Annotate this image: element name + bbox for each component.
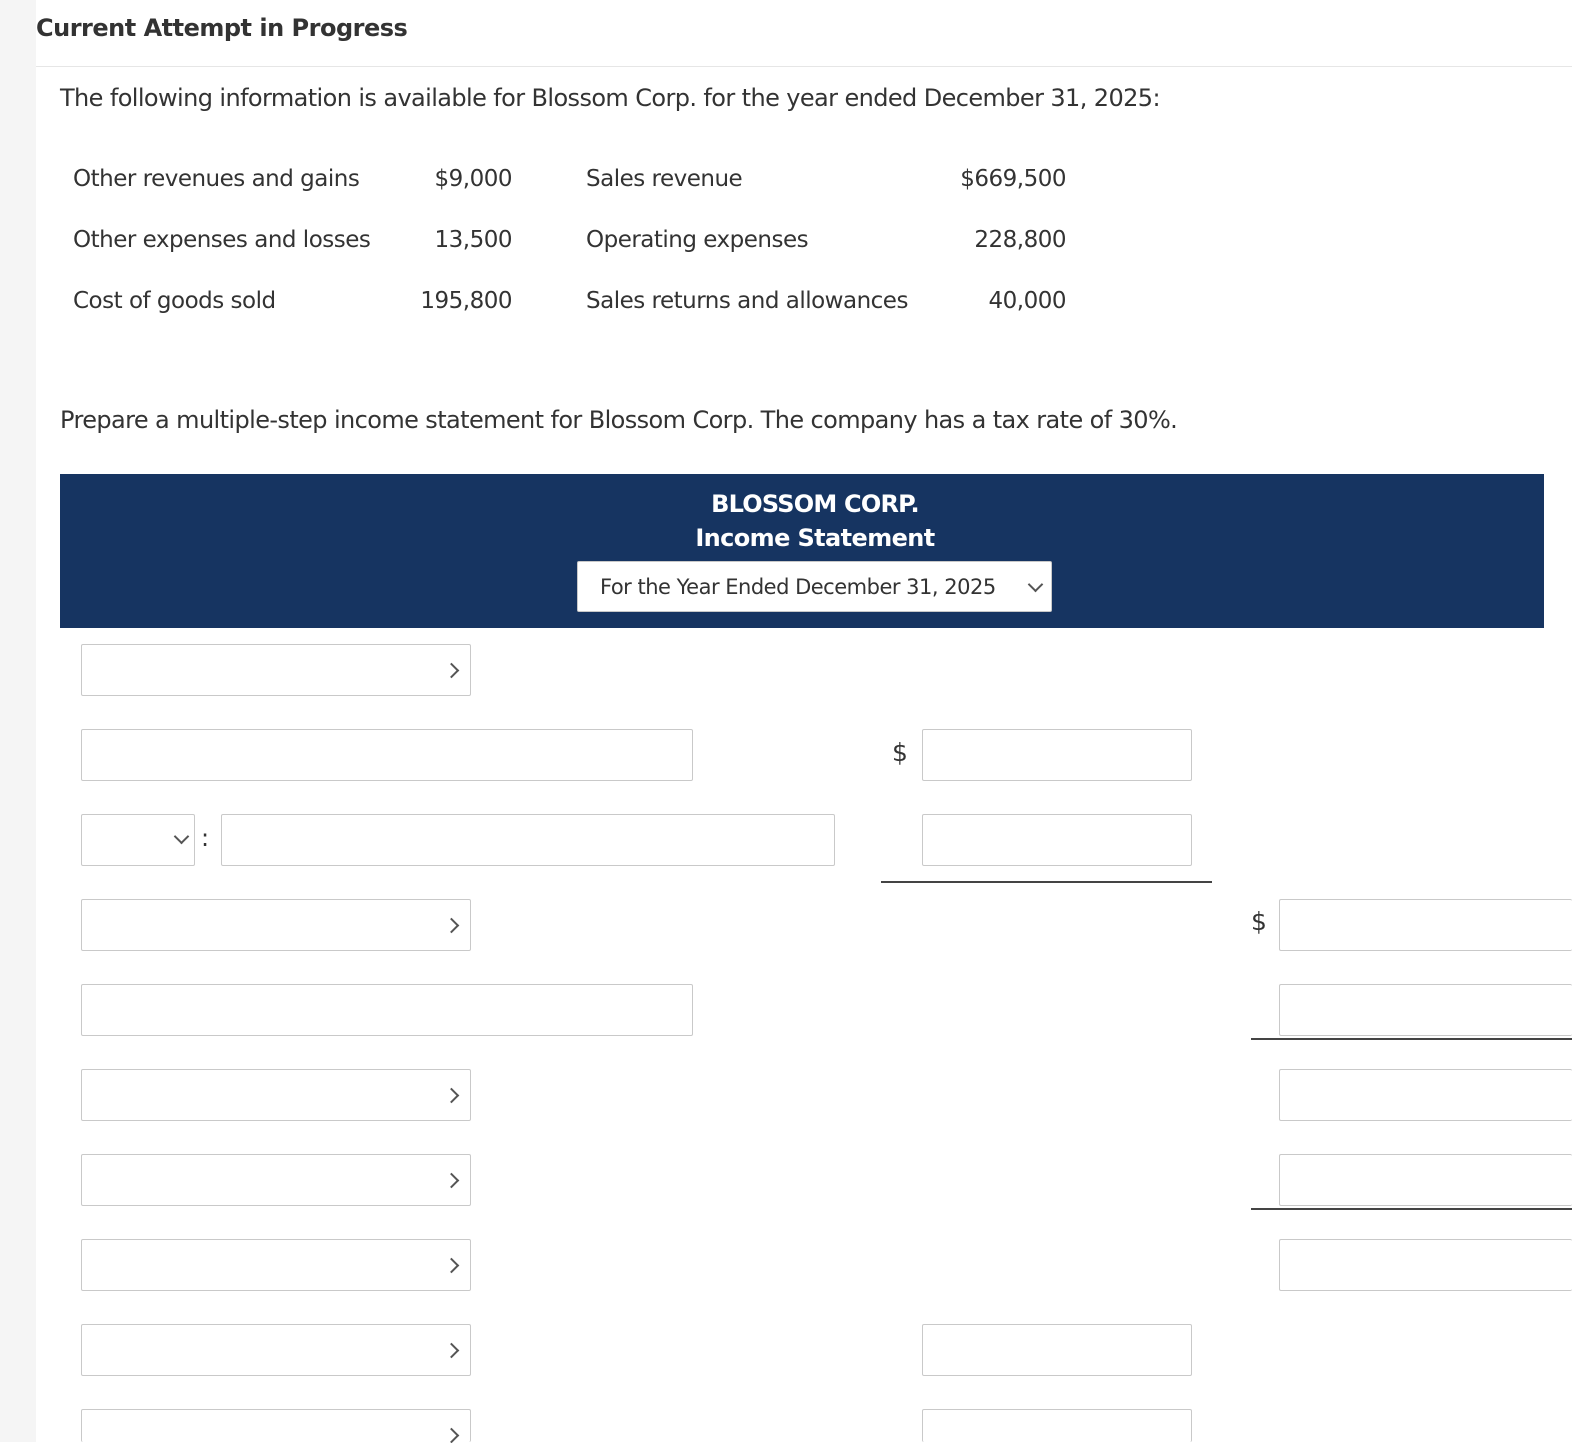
amount-input-col2-5[interactable] bbox=[1279, 1239, 1572, 1291]
chevron-down-icon bbox=[174, 829, 190, 845]
amount-input-col2-1[interactable] bbox=[1279, 899, 1572, 951]
chevron-icon bbox=[444, 1343, 460, 1359]
subtotal-underline bbox=[1251, 1038, 1572, 1040]
amount-input-col2-3[interactable] bbox=[1279, 1069, 1572, 1121]
amount-input-col1-2[interactable] bbox=[922, 814, 1192, 866]
prefix-select[interactable] bbox=[81, 814, 195, 866]
chevron-icon bbox=[444, 663, 460, 679]
chevron-icon bbox=[444, 1258, 460, 1274]
given-value-sales-revenue: $669,500 bbox=[960, 166, 1066, 192]
account-select-1[interactable] bbox=[81, 644, 471, 696]
period-select[interactable] bbox=[577, 561, 1052, 612]
chevron-icon bbox=[444, 918, 460, 934]
given-label-other-revenues: Other revenues and gains bbox=[73, 166, 360, 192]
amount-input-col2-2[interactable] bbox=[1279, 984, 1572, 1036]
page-title: Current Attempt in Progress bbox=[36, 14, 408, 42]
given-label-cogs: Cost of goods sold bbox=[73, 288, 276, 314]
subtotal-underline bbox=[1251, 1208, 1572, 1210]
given-value-operating-expenses: 228,800 bbox=[974, 227, 1066, 253]
account-text-input-3[interactable] bbox=[81, 984, 693, 1036]
given-value-cogs: 195,800 bbox=[420, 288, 512, 314]
account-text-input-2[interactable] bbox=[221, 814, 835, 866]
subtotal-underline bbox=[881, 881, 1212, 883]
account-select-3[interactable] bbox=[81, 1069, 471, 1121]
chevron-icon bbox=[444, 1173, 460, 1189]
chevron-icon bbox=[444, 1088, 460, 1104]
dollar-sign: $ bbox=[892, 738, 908, 767]
account-text-input-1[interactable] bbox=[81, 729, 693, 781]
account-select-7[interactable] bbox=[81, 1409, 471, 1442]
given-value-other-revenues: $9,000 bbox=[434, 166, 512, 192]
amount-input-col1-4[interactable] bbox=[922, 1409, 1192, 1442]
chevron-down-icon bbox=[1028, 577, 1044, 593]
dollar-sign: $ bbox=[1251, 907, 1267, 936]
account-select-4[interactable] bbox=[81, 1154, 471, 1206]
given-label-sales-revenue: Sales revenue bbox=[586, 166, 743, 192]
given-label-other-expenses: Other expenses and losses bbox=[73, 227, 371, 253]
problem-prompt: Prepare a multiple-step income statement for Blossom Corp. The company has a tax rate of 30%. bbox=[60, 406, 1178, 434]
colon-separator: : bbox=[201, 824, 210, 852]
amount-input-col1-1[interactable] bbox=[922, 729, 1192, 781]
header-divider bbox=[36, 66, 1572, 67]
chevron-icon bbox=[444, 1428, 460, 1443]
company-name: BLOSSOM CORP. bbox=[711, 490, 919, 518]
given-label-sales-returns: Sales returns and allowances bbox=[586, 288, 908, 314]
statement-header bbox=[60, 474, 1544, 628]
given-value-sales-returns: 40,000 bbox=[988, 288, 1066, 314]
amount-input-col1-3[interactable] bbox=[922, 1324, 1192, 1376]
period-select-value: For the Year Ended December 31, 2025 bbox=[600, 575, 996, 599]
account-select-2[interactable] bbox=[81, 899, 471, 951]
amount-input-col2-4[interactable] bbox=[1279, 1154, 1572, 1206]
given-label-operating-expenses: Operating expenses bbox=[586, 227, 809, 253]
given-value-other-expenses: 13,500 bbox=[434, 227, 512, 253]
problem-intro: The following information is available for Blossom Corp. for the year ended December 31, 2025: bbox=[60, 84, 1160, 112]
account-select-6[interactable] bbox=[81, 1324, 471, 1376]
statement-title: Income Statement bbox=[695, 524, 935, 552]
account-select-5[interactable] bbox=[81, 1239, 471, 1291]
left-rail bbox=[0, 0, 36, 1442]
